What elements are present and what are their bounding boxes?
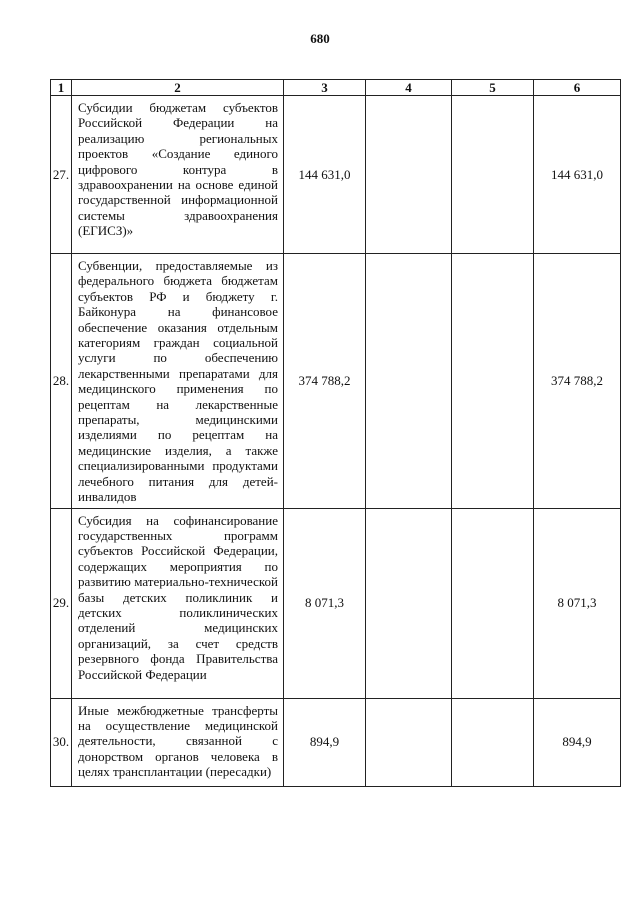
header-cell-col1: 1: [51, 80, 72, 96]
value-col4: [366, 96, 452, 254]
row-number: 30.: [51, 698, 72, 786]
row-description: [72, 698, 284, 786]
row-description-text: Субсидия на софинансирование государственных программ субъектов Российской Федерации, содержащих мероприятия по развитию материально-технической базы детских поликлиник и детских поликлинических отделений медицинских организаций, за счет средств резервного фонда Правительства Российской Федерации: [78, 512, 278, 682]
row-description-text: Субсидии бюджетам субъектов Российской Федерации на реализацию региональных проектов «Создание единого цифрового контура в здравоохранении на основе единой государственной информационной системы здравоохранения (ЕГИСЗ)»: [78, 100, 278, 239]
value-col3: 374 788,2: [284, 254, 366, 509]
header-cell-col6: 6: [534, 80, 621, 96]
table-row-29: [51, 508, 621, 698]
value-col3: 894,9: [284, 698, 366, 786]
value-col4: [366, 508, 452, 698]
value-col3: 8 071,3: [284, 508, 366, 698]
table-row-27: [51, 96, 621, 254]
table-row-30: [51, 698, 621, 786]
header-cell-col4: 4: [366, 80, 452, 96]
value-col5: [452, 254, 534, 509]
header-cell-col3: 3: [284, 80, 366, 96]
header-cell-col2: 2: [72, 80, 284, 96]
value-col6: 374 788,2: [534, 254, 621, 509]
row-number: 29.: [51, 508, 72, 698]
value-col4: [366, 698, 452, 786]
value-col4: [366, 254, 452, 509]
page-number: 680: [310, 31, 330, 46]
value-col5: [452, 96, 534, 254]
value-col3: 144 631,0: [284, 96, 366, 254]
header-cell-col5: 5: [452, 80, 534, 96]
value-col6: 8 071,3: [534, 508, 621, 698]
value-col5: [452, 508, 534, 698]
row-number: 27.: [51, 96, 72, 254]
row-description-text: Субвенции, предоставляемые из федерального бюджета бюджетам субъектов РФ и бюджету г. Байконура на финансовое обеспечение оказания отдельным категориям граждан социальной услуги по обеспечению лекарственными препаратами для медицинского применения по рецептам на лекарственные препараты, медицинскими изделиями по рецептам на медицинские изделия, а также специализированными продуктами лечебного питания для детей-инвалидов: [78, 258, 278, 505]
row-description-text: Иные межбюджетные трансферты на осуществление медицинской деятельности, связанной с донорством органов человека в целях трансплантации (пересадки): [78, 702, 278, 780]
row-number: 28.: [51, 254, 72, 509]
row-description: [72, 254, 284, 509]
value-col5: [452, 698, 534, 786]
table-header-row: [51, 80, 621, 96]
table-row-28: [51, 254, 621, 509]
value-col6: 144 631,0: [534, 96, 621, 254]
row-description: [72, 96, 284, 254]
budget-table: [50, 79, 621, 787]
value-col6: 894,9: [534, 698, 621, 786]
row-description: [72, 508, 284, 698]
